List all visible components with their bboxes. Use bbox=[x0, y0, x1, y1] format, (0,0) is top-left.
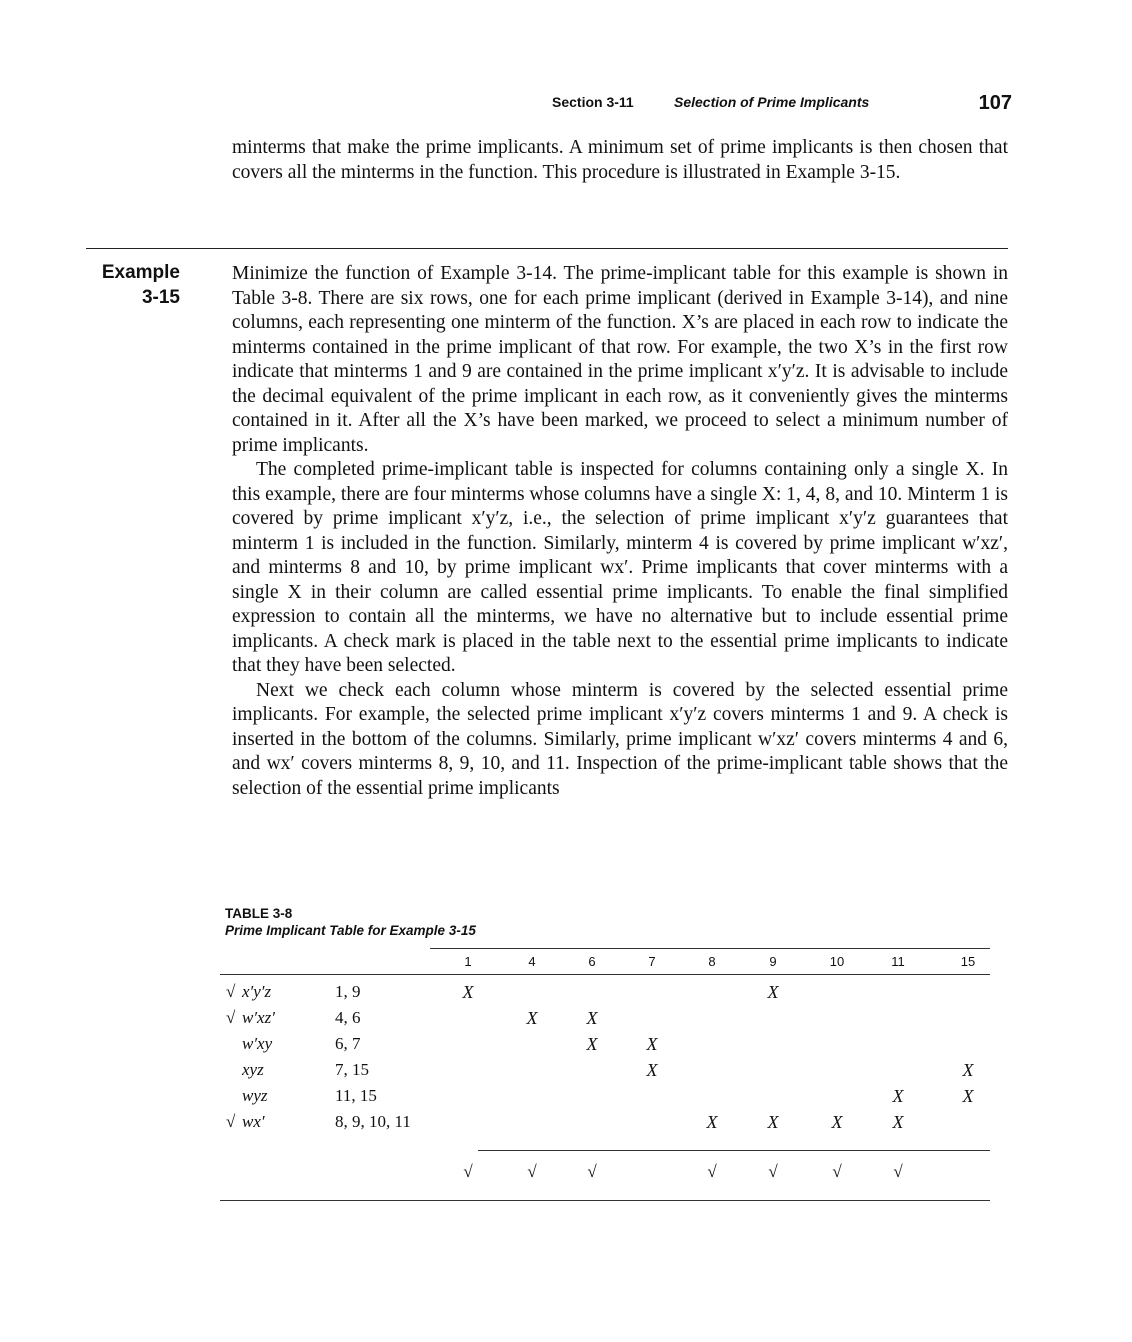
prime-implicant-term: w′xz′ bbox=[242, 1008, 275, 1027]
x-mark: X bbox=[462, 982, 474, 1002]
row-minterms: 7, 15 bbox=[335, 1060, 369, 1079]
x-mark: X bbox=[586, 1008, 598, 1028]
intro-paragraph bbox=[232, 136, 1008, 185]
row-minterms: 4, 6 bbox=[335, 1008, 361, 1027]
column-header: 10 bbox=[829, 954, 845, 969]
prime-implicant-table bbox=[220, 944, 1000, 1214]
row-minterms: 8, 9, 10, 11 bbox=[335, 1112, 411, 1131]
prime-implicant-term: xyz bbox=[242, 1060, 264, 1079]
column-check-mark: √ bbox=[527, 1162, 537, 1181]
column-header: 15 bbox=[960, 954, 976, 969]
column-header: 6 bbox=[588, 954, 596, 969]
prime-implicant-term: w′xy bbox=[242, 1034, 273, 1053]
column-header: 4 bbox=[528, 954, 536, 969]
x-mark: X bbox=[646, 1060, 658, 1080]
example-paragraph-1: Minimize the function of Example 3-14. The prime-implicant table for this example is shown in Table 3-8. There are six rows, one for each prime implicant (derived in Example 3-14), and nine columns, each representing one minterm of the function. X’s are placed in each row to indicate the minterms contained in the prime implicant of that row. For example, the two X’s in the first row indicate that minterms 1 and 9 are contained in the prime implicant x′y′z. It is advisable to include the decimal equivalent of the prime implicant in each row, as it conveniently gives the minterms contained in it. After all the X’s have been marked, we proceed to select a minimum number of prime implicants. bbox=[232, 263, 1008, 456]
column-header: 9 bbox=[769, 954, 777, 969]
x-mark: X bbox=[892, 1086, 904, 1106]
row-minterms: 6, 7 bbox=[335, 1034, 361, 1053]
intro-text: minterms that make the prime implicants. A minimum set of prime implicants is then chosen that covers all the minterms in the function. This procedure is illustrated in Example 3-15. bbox=[232, 137, 1008, 183]
row-check-mark: √ bbox=[226, 1008, 236, 1027]
example-label-word: Example bbox=[101, 262, 180, 283]
column-header: 11 bbox=[891, 954, 905, 969]
column-check-mark: √ bbox=[893, 1162, 903, 1181]
column-header: 8 bbox=[708, 954, 716, 969]
example-paragraph-2: The completed prime-implicant table is inspected for columns containing only a single X. In this example, there are four minterms whose columns have a single X: 1, 4, 8, and 10. Minterm 1 is covered by prime implicant x′y′z, i.e., the selection of prime implicant x′y′z guarantees that minterm 1 is included in the function. Similarly, minterm 4 is covered by prime implicant w′xz′, and minterms 8 and 10, by prime implicant wx′. Prime implicants that cover minterms with a single X in their column are called essential prime implicants. To enable the final simplified expression to contain all the minterms, we have no alternative but to include essential prime implicants. A check mark is placed in the table next to the essential prime implicants to indicate that they have been selected. bbox=[232, 459, 1008, 676]
column-check-mark: √ bbox=[587, 1162, 597, 1181]
x-mark: X bbox=[767, 982, 779, 1002]
section-title: Selection of Prime Implicants bbox=[674, 94, 870, 110]
row-minterms: 11, 15 bbox=[335, 1086, 377, 1105]
column-header: 7 bbox=[648, 954, 656, 969]
table-caption bbox=[225, 905, 725, 939]
table-label: TABLE 3-8 bbox=[225, 906, 293, 921]
example-label-number: 3-15 bbox=[141, 287, 180, 308]
x-mark: X bbox=[586, 1034, 598, 1054]
x-mark: X bbox=[892, 1112, 904, 1132]
column-check-mark: √ bbox=[707, 1162, 717, 1181]
x-mark: X bbox=[962, 1060, 974, 1080]
page-number: 107 bbox=[978, 92, 1012, 114]
example-paragraph-3: Next we check each column whose minterm is covered by the selected essential prime implicants. For example, the selected prime implicant x′y′z covers minterms 1 and 9. A check is inserted in the bottom of the columns. Similarly, prime implicant w′xz′ covers minterms 4 and 6, and wx′ covers minterms 8, 9, 10, and 11. Inspection of the prime-implicant table shows that the selection of the essential prime implicants bbox=[232, 679, 1008, 799]
table-title: Prime Implicant Table for Example 3-15 bbox=[225, 923, 476, 938]
page-header bbox=[552, 92, 1012, 116]
x-mark: X bbox=[646, 1034, 658, 1054]
section-number: Section 3-11 bbox=[552, 94, 634, 110]
x-mark: X bbox=[526, 1008, 538, 1028]
prime-implicant-term: x′y′z bbox=[242, 982, 272, 1001]
row-check-mark: √ bbox=[226, 1112, 236, 1131]
row-check-mark: √ bbox=[226, 982, 236, 1001]
table-top-rule bbox=[430, 948, 990, 949]
prime-implicant-term: wyz bbox=[242, 1086, 268, 1105]
header-rule bbox=[220, 974, 990, 975]
column-check-mark: √ bbox=[463, 1162, 473, 1181]
x-mark: X bbox=[962, 1086, 974, 1106]
example-divider bbox=[86, 248, 1008, 249]
prime-implicant-term: wx′ bbox=[242, 1112, 265, 1131]
check-rule bbox=[478, 1150, 990, 1151]
x-mark: X bbox=[831, 1112, 843, 1132]
example-label bbox=[84, 260, 180, 310]
table-bottom-rule bbox=[220, 1200, 990, 1201]
row-minterms: 1, 9 bbox=[335, 982, 361, 1001]
x-mark: X bbox=[706, 1112, 718, 1132]
example-body bbox=[232, 262, 1008, 801]
column-header: 1 bbox=[464, 954, 472, 969]
column-check-mark: √ bbox=[832, 1162, 842, 1181]
x-mark: X bbox=[767, 1112, 779, 1132]
column-check-mark: √ bbox=[768, 1162, 778, 1181]
